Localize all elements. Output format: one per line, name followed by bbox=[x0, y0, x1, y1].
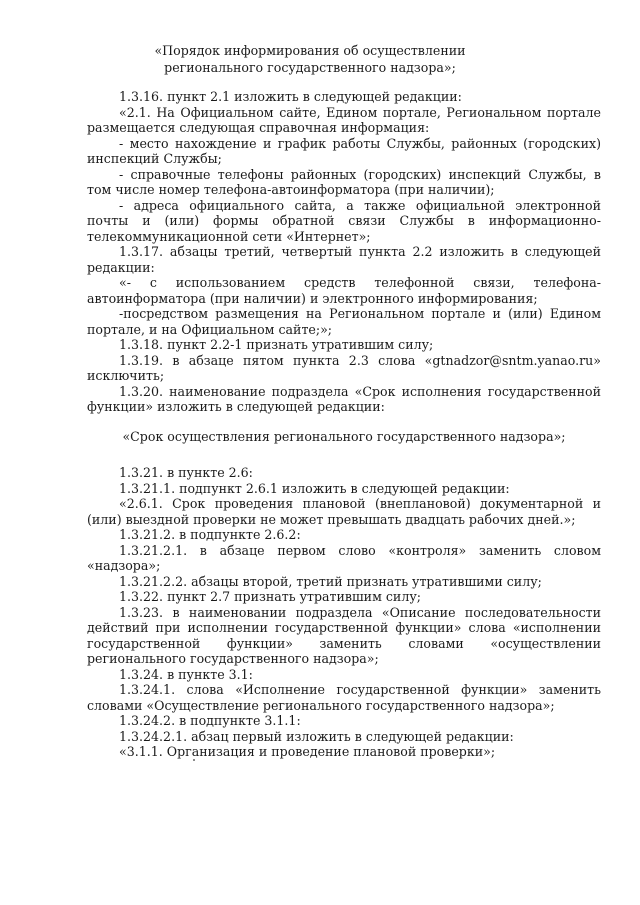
paragraph-list-phones: - справочные телефоны районных (городских) инспекций Службы, в том числе номер телефона-автоинформатора (при наличии); bbox=[87, 166, 601, 197]
paragraph-1-3-21-1: 1.3.21.1. подпункт 2.6.1 изложить в следующей редакции: bbox=[119, 480, 510, 496]
paragraph-1-3-22: 1.3.22. пункт 2.7 признать утратившим силу; bbox=[119, 589, 421, 604]
heading-line-2: регионального государственного надзора»; bbox=[164, 59, 456, 75]
scan-speck bbox=[193, 759, 195, 761]
paragraph-1-3-21-2: 1.3.21.2. в подпункте 2.6.2: bbox=[119, 527, 301, 542]
paragraph-1-3-21-2-2: 1.3.21.2.2. абзацы второй, третий признать утратившими силу; bbox=[119, 573, 542, 589]
paragraph-quote-2-1: «2.1. На Официальном сайте, Едином портале, Региональном портале размещается следующая справочная информация: bbox=[87, 104, 601, 135]
paragraph-1-3-20: 1.3.20. наименование подраздела «Срок исполнения государственной функции» изложить в следующей редакции: bbox=[87, 383, 601, 414]
paragraph-1-3-24-2: 1.3.24.2. в подпункте 3.1.1: bbox=[119, 713, 301, 728]
heading-line-1: «Порядок информирования об осуществлении bbox=[154, 43, 466, 58]
paragraph-1-3-19: 1.3.19. в абзаце пятом пункта 2.3 слова «gtnadzor@sntm.yanao.ru» исключить; bbox=[87, 352, 601, 383]
paragraph-1-3-21-2-1: 1.3.21.2.1. в абзаце первом слово «контроля» заменить словом «надзора»; bbox=[87, 542, 601, 573]
paragraph-quote-phone: «- с использованием средств телефонной связи, телефона-автоинформатора (при наличии) и электронного информирования; bbox=[87, 275, 601, 306]
subsection-title-quote: «Срок осуществления регионального государственного надзора»; bbox=[122, 428, 566, 444]
paragraph-1-3-18: 1.3.18. пункт 2.2-1 признать утратившим силу; bbox=[119, 337, 434, 352]
paragraph-1-3-21: 1.3.21. в пункте 2.6: bbox=[119, 465, 253, 480]
paragraph-1-3-24: 1.3.24. в пункте 3.1: bbox=[119, 666, 253, 682]
paragraph-quote-portal: -посредством размещения на Региональном портале и (или) Едином портале, и на Официальном сайте;»; bbox=[87, 306, 601, 337]
paragraph-1-3-24-2-1: 1.3.24.2.1. абзац первый изложить в следующей редакции: bbox=[119, 728, 514, 744]
paragraph-1-3-24-1: 1.3.24.1. слова «Исполнение государственной функции» заменить словами «Осуществление регионального государственного надзора»; bbox=[87, 682, 601, 713]
document-body bbox=[87, 89, 601, 760]
document-heading bbox=[90, 43, 530, 76]
paragraph-1-3-16: 1.3.16. пункт 2.1 изложить в следующей редакции: bbox=[119, 89, 462, 104]
paragraph-1-3-17: 1.3.17. абзацы третий, четвертый пункта 2.2 изложить в следующей редакции: bbox=[87, 244, 601, 275]
paragraph-list-addresses: - адреса официального сайта, а также официальной электронной почты и (или) формы обратной связи Службы в информационно-телекоммуникационной сети «Интернет»; bbox=[87, 197, 601, 244]
paragraph-list-location: - место нахождение и график работы Службы, районных (городских) инспекций Службы; bbox=[87, 135, 601, 166]
paragraph-quote-3-1-1: «3.1.1. Организация и проведение плановой проверки»; bbox=[119, 744, 496, 759]
paragraph-1-3-23: 1.3.23. в наименовании подраздела «Описание последовательности действий при исполнении государственной функции» слова «исполнении государственной функции» заменить словами «осуществлении регионального государственного надзора»; bbox=[87, 604, 601, 666]
paragraph-quote-2-6-1: «2.6.1. Срок проведения плановой (внеплановой) документарной и (или) выездной проверки не может превышать двадцать рабочих дней.»; bbox=[87, 496, 601, 527]
